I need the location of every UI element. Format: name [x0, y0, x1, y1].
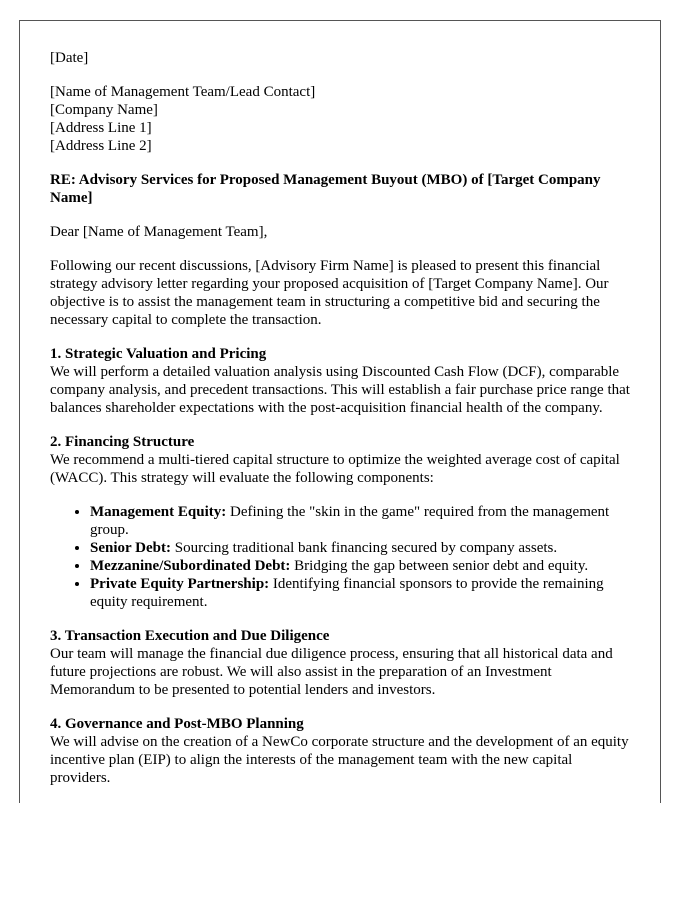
list-item [90, 539, 635, 557]
section-body: Our team will manage the financial due diligence process, ensuring that all historical data and future projections are robust. We will also assist in the preparation of an Investment Memorandum to be presented to potential lenders and investors. [50, 646, 613, 698]
section-financing [50, 433, 635, 487]
section-heading: 3. Transaction Execution and Due Diligence [50, 628, 330, 644]
intro-paragraph: Following our recent discussions, [Advisory Firm Name] is pleased to present this financial strategy advisory letter regarding your proposed acquisition of [Target Company Name]. Our objective is to assist the management team in structuring a competitive bid and securing the necessary capital to complete the transaction. [50, 258, 609, 328]
list-item [90, 503, 635, 539]
list-item-text: Sourcing traditional bank financing secured by company assets. [170, 540, 558, 556]
recipient-address-line-1: [Address Line 1] [50, 120, 152, 136]
section-heading: 2. Financing Structure [50, 434, 195, 450]
letter-date: [Date] [50, 50, 89, 66]
recipient-name: [Name of Management Team/Lead Contact] [50, 84, 316, 100]
list-item-text: Defining the "skin in the game" required from the management group. [90, 504, 610, 538]
subject-line: RE: Advisory Services for Proposed Management Buyout (MBO) of [Target Company Name] [50, 172, 601, 206]
section-body: We recommend a multi-tiered capital structure to optimize the weighted average cost of capital (WACC). This strategy will evaluate the following components: [50, 452, 620, 486]
section-heading: 4. Governance and Post-MBO Planning [50, 716, 304, 732]
letter-page [19, 20, 661, 803]
recipient-address-line-2: [Address Line 2] [50, 138, 152, 154]
list-item-text: Bridging the gap between senior debt and equity. [290, 558, 589, 574]
salutation: Dear [Name of Management Team], [50, 224, 268, 240]
list-item [90, 557, 635, 575]
section-governance [50, 715, 635, 787]
list-item-term: Mezzanine/Subordinated Debt: [90, 558, 291, 574]
section-body: We will perform a detailed valuation analysis using Discounted Cash Flow (DCF), comparable company analysis, and precedent transactions. This will establish a fair purchase price range that balances shareholder expectations with the post-acquisition financial health of the company. [50, 364, 630, 416]
section-valuation [50, 345, 635, 417]
list-item-term: Private Equity Partnership: [90, 576, 270, 592]
list-item [90, 575, 635, 611]
list-item-term: Management Equity: [90, 504, 227, 520]
letter-content [50, 49, 635, 787]
section-heading: 1. Strategic Valuation and Pricing [50, 346, 267, 362]
financing-components-list [50, 503, 635, 611]
section-execution [50, 627, 635, 699]
list-item-term: Senior Debt: [90, 540, 171, 556]
list-item-text: Identifying financial sponsors to provide the remaining equity requirement. [90, 576, 604, 610]
recipient-company: [Company Name] [50, 102, 158, 118]
recipient-address [50, 83, 635, 155]
section-body: We will advise on the creation of a NewCo corporate structure and the development of an equity incentive plan (EIP) to align the interests of the management team with the new capital providers. [50, 734, 629, 786]
